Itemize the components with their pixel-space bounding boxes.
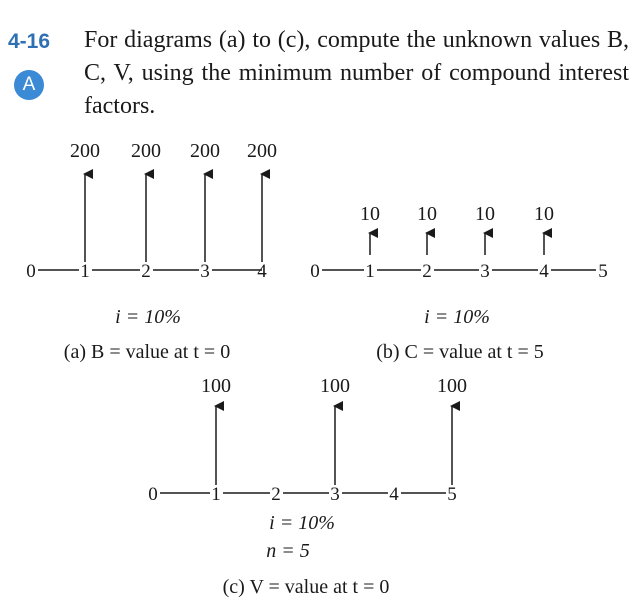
diagram-b-amount: 10 bbox=[534, 203, 554, 225]
diagram-c-amount: 100 bbox=[320, 375, 350, 397]
diagram-a-amount: 200 bbox=[247, 140, 277, 162]
diagram-a-rate: i = 10% bbox=[115, 306, 181, 328]
diagram-a-tick: 3 bbox=[200, 261, 210, 282]
diagram-c-periods: n = 5 bbox=[266, 540, 310, 562]
diagram-a-tick: 4 bbox=[257, 261, 267, 282]
diagram-b bbox=[309, 203, 610, 363]
diagram-c-amount: 100 bbox=[201, 375, 231, 397]
diagram-c-tick: 5 bbox=[447, 484, 457, 505]
diagram-b-tick: 1 bbox=[365, 261, 375, 282]
problem-number: 4-16 bbox=[8, 30, 51, 53]
diagram-b-amount: 10 bbox=[360, 203, 380, 225]
diagram-b-tick: 3 bbox=[480, 261, 490, 282]
diagram-c-tick: 0 bbox=[148, 484, 158, 505]
diagram-a bbox=[25, 140, 277, 363]
diagram-a-amount: 200 bbox=[70, 140, 100, 162]
problem-statement: For diagrams (a) to (c), compute the unknown values B, C, V, using the minimum number of compound interest factors. bbox=[84, 27, 629, 119]
diagram-a-amount: 200 bbox=[131, 140, 161, 162]
diagram-c-tick: 4 bbox=[389, 484, 399, 505]
diagram-b-tick: 2 bbox=[422, 261, 432, 282]
diagram-c bbox=[147, 375, 467, 598]
diagram-b-amount: 10 bbox=[475, 203, 495, 225]
diagram-b-amount: 10 bbox=[417, 203, 437, 225]
diagram-a-tick: 0 bbox=[26, 261, 36, 282]
difficulty-badge: A bbox=[14, 70, 44, 100]
diagram-c-tick: 2 bbox=[271, 484, 281, 505]
diagram-b-tick: 0 bbox=[310, 261, 320, 282]
diagram-c-tick: 1 bbox=[211, 484, 221, 505]
diagram-a-caption: (a) B = value at t = 0 bbox=[63, 341, 231, 363]
diagram-b-rate: i = 10% bbox=[424, 306, 490, 328]
diagram-b-tick: 5 bbox=[598, 261, 608, 282]
diagram-c-tick: 3 bbox=[330, 484, 340, 505]
diagram-c-caption: (c) V = value at t = 0 bbox=[222, 576, 390, 598]
diagram-c-rate: i = 10% bbox=[269, 512, 335, 534]
diagram-b-caption: (b) C = value at t = 5 bbox=[376, 341, 544, 363]
diagram-b-tick: 4 bbox=[539, 261, 549, 282]
diagram-c-amount: 100 bbox=[437, 375, 467, 397]
diagram-a-amount: 200 bbox=[190, 140, 220, 162]
diagram-a-tick: 2 bbox=[141, 261, 151, 282]
diagram-a-tick: 1 bbox=[80, 261, 90, 282]
